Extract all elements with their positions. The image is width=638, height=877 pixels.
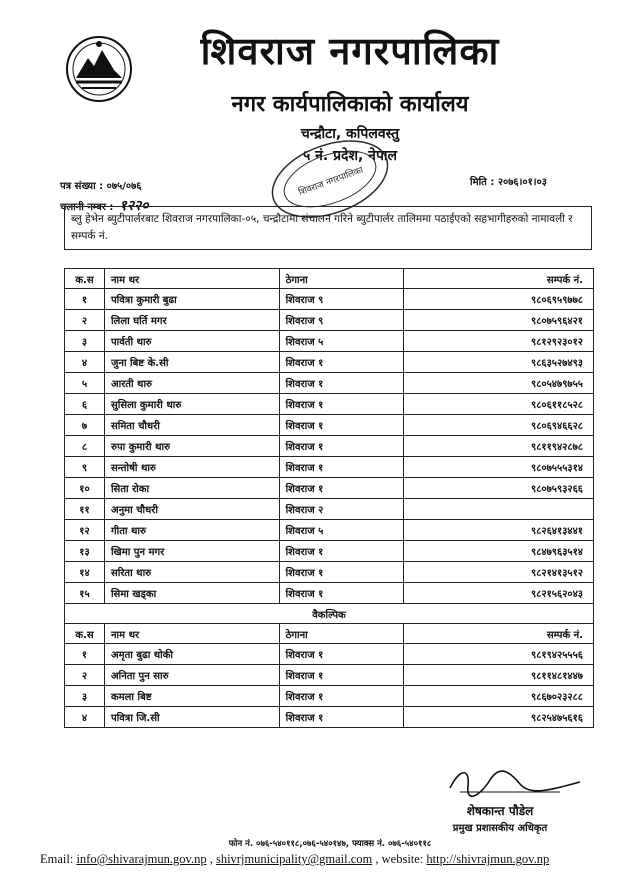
table-row	[65, 331, 594, 352]
contact-cell: ९८०६११८५२८	[404, 394, 594, 415]
contact-cell	[404, 499, 594, 520]
address-cell: शिवराज २	[279, 499, 404, 520]
subject-box: ब्लु हेभेन ब्युटीपार्लरबाट शिवराज नगरपालिका-०५, चन्द्रौटामा संचालन गरिने ब्युटीपार्लर तालिममा पठाईएको सहभागीहरुको नामावली र सम्पर्क नं.	[64, 206, 592, 250]
serial-cell: ५	[65, 373, 105, 394]
name-cell: सरिता थारु	[104, 562, 279, 583]
header-address: ठेगाना	[279, 269, 404, 289]
table-row	[65, 373, 594, 394]
participants-body	[65, 289, 594, 604]
table-row	[65, 583, 594, 604]
email-label: Email:	[40, 852, 77, 866]
name-cell: अनिता पुन सारु	[104, 665, 279, 686]
contact-cell: ९८०७५९६४२१	[404, 310, 594, 331]
page-title: शिवराज नगरपालिका	[200, 28, 500, 73]
serial-cell: १	[65, 644, 105, 665]
website-label: , website:	[372, 852, 427, 866]
table-row	[65, 289, 594, 310]
reference-number: पत्र संख्या : ०७५/०७६	[60, 181, 142, 192]
table-row	[65, 686, 594, 707]
alt-header-name: नाम थर	[104, 624, 279, 644]
name-cell: अनुमा चौधरी	[104, 499, 279, 520]
address-line-2: ५ नं. प्रदेश, नेपाल	[302, 148, 398, 164]
dispatch-label: चलानी नम्बर :	[60, 202, 114, 213]
contact-cell: ९८२५४७५६१६	[404, 707, 594, 728]
serial-cell: ७	[65, 415, 105, 436]
alt-header-row	[65, 624, 594, 644]
table-row	[65, 436, 594, 457]
contact-cell: ९८२१५६२०४३	[404, 583, 594, 604]
letter-date: मिति : २०७६।०१।०३	[470, 177, 548, 188]
participants-table	[64, 268, 594, 728]
table-row	[65, 665, 594, 686]
address-cell: शिवराज १	[279, 541, 404, 562]
serial-cell: १२	[65, 520, 105, 541]
contact-cell: ९८०५४७९७५५	[404, 373, 594, 394]
table-row	[65, 707, 594, 728]
footer-separator: ,	[206, 852, 216, 866]
serial-cell: ९	[65, 457, 105, 478]
name-cell: खिमा पुन मगर	[104, 541, 279, 562]
table-row	[65, 520, 594, 541]
name-cell: रुपा कुमारी थारु	[104, 436, 279, 457]
name-cell: सन्तोषी थारु	[104, 457, 279, 478]
name-cell: सुसिला कुमारी थारु	[104, 394, 279, 415]
address-cell: शिवराज १	[279, 436, 404, 457]
alternate-section	[65, 604, 594, 644]
address-cell: शिवराज ९	[279, 289, 404, 310]
table-row	[65, 394, 594, 415]
serial-cell: १४	[65, 562, 105, 583]
address-cell: शिवराज १	[279, 583, 404, 604]
address-cell: शिवराज १	[279, 707, 404, 728]
email-link-secondary[interactable]: shivrjmunicipality@gmail.com	[215, 852, 373, 866]
contact-cell: ९८०७५९३२६६	[404, 478, 594, 499]
alt-header-contact: सम्पर्क नं.	[404, 624, 594, 644]
address-cell: शिवराज १	[279, 644, 404, 665]
contact-cell: ९८६७०२३२८८	[404, 686, 594, 707]
address-cell: शिवराज १	[279, 686, 404, 707]
municipality-emblem-icon	[64, 34, 134, 104]
dispatch-value: १२२०	[119, 198, 149, 214]
alternate-body	[65, 644, 594, 728]
serial-cell: १५	[65, 583, 105, 604]
serial-cell: ६	[65, 394, 105, 415]
contact-cell: ९८२६४१३४४१	[404, 520, 594, 541]
serial-cell: २	[65, 665, 105, 686]
contact-cell: ९८१९४२५५५६	[404, 644, 594, 665]
header-contact: सम्पर्क नं.	[404, 269, 594, 289]
address-cell: शिवराज १	[279, 665, 404, 686]
serial-cell: २	[65, 310, 105, 331]
alternate-label-row	[65, 604, 594, 624]
serial-cell: ३	[65, 331, 105, 352]
contact-cell: ९८११९४२८७८	[404, 436, 594, 457]
signatory-name: शेषकान्त पौडेल	[466, 804, 534, 818]
name-cell: लिला घर्ति मगर	[104, 310, 279, 331]
name-cell: कमला बिष्ट	[104, 686, 279, 707]
serial-cell: ११	[65, 499, 105, 520]
contact-cell: ९८०६९४६६२८	[404, 415, 594, 436]
contact-line: फोन नं. ०७६-५४०११८,०७६-५४०१४७, फ्याक्स नं. ०७६-५४०११८	[228, 839, 432, 849]
name-cell: पवित्रा कुमारी बुढा	[104, 289, 279, 310]
office-name: नगर कार्यपालिकाको कार्यालय	[231, 91, 469, 117]
address-cell: शिवराज १	[279, 394, 404, 415]
address-cell: शिवराज १	[279, 562, 404, 583]
address-cell: शिवराज ९	[279, 310, 404, 331]
header-serial: क.स	[65, 269, 105, 289]
alternate-label: वैकल्पिक	[65, 604, 594, 624]
serial-cell: १३	[65, 541, 105, 562]
table-header-row	[65, 269, 594, 289]
table-row	[65, 562, 594, 583]
table-row	[65, 644, 594, 665]
contact-cell: ९८११४८१४४७	[404, 665, 594, 686]
table-row	[65, 499, 594, 520]
signature-icon	[440, 766, 590, 800]
address-line-1: चन्द्रौटा, कपिलवस्तु	[300, 126, 400, 142]
name-cell: पवित्रा जि.सी	[104, 707, 279, 728]
stamp-text: शिवराज नगरपालिका	[297, 165, 365, 199]
contact-cell: ९८६३५२७४९३	[404, 352, 594, 373]
name-cell: सिता रोका	[104, 478, 279, 499]
serial-cell: ८	[65, 436, 105, 457]
name-cell: अमृता बुढा थोकी	[104, 644, 279, 665]
alt-header-serial: क.स	[65, 624, 105, 644]
name-cell: सिमा खड्का	[104, 583, 279, 604]
address-cell: शिवराज १	[279, 415, 404, 436]
serial-cell: ४	[65, 352, 105, 373]
signatory-title: प्रमुख प्रशासकीय अधिकृत	[452, 823, 548, 834]
address-cell: शिवराज १	[279, 373, 404, 394]
address-cell: शिवराज १	[279, 478, 404, 499]
serial-cell: १	[65, 289, 105, 310]
contact-cell: ९८४७९६३५१४	[404, 541, 594, 562]
table-row	[65, 457, 594, 478]
contact-cell: ९८०६९५९७७८	[404, 289, 594, 310]
website-link[interactable]: http://shivrajmun.gov.np	[426, 852, 550, 866]
email-link-primary[interactable]: info@shivarajmun.gov.np	[76, 852, 207, 866]
name-cell: गीता थारु	[104, 520, 279, 541]
name-cell: आरती थारु	[104, 373, 279, 394]
serial-cell: ४	[65, 707, 105, 728]
address-cell: शिवराज १	[279, 352, 404, 373]
alt-header-address: ठेगाना	[279, 624, 404, 644]
header-name: नाम थर	[104, 269, 279, 289]
serial-cell: ३	[65, 686, 105, 707]
address-cell: शिवराज ५	[279, 520, 404, 541]
table-row	[65, 352, 594, 373]
contact-cell: ९८२१४१३५१२	[404, 562, 594, 583]
contact-cell: ९८०७५५५३१४	[404, 457, 594, 478]
contact-cell: ९८१२९२३०१२	[404, 331, 594, 352]
serial-cell: १०	[65, 478, 105, 499]
address-cell: शिवराज ५	[279, 331, 404, 352]
table-row	[65, 310, 594, 331]
name-cell: पार्वती थारु	[104, 331, 279, 352]
address-cell: शिवराज १	[279, 457, 404, 478]
footer-links	[40, 852, 600, 867]
table-row	[65, 478, 594, 499]
name-cell: समिता चौधरी	[104, 415, 279, 436]
table-row	[65, 541, 594, 562]
table-row	[65, 415, 594, 436]
name-cell: जुना बिष्ट के.सी	[104, 352, 279, 373]
